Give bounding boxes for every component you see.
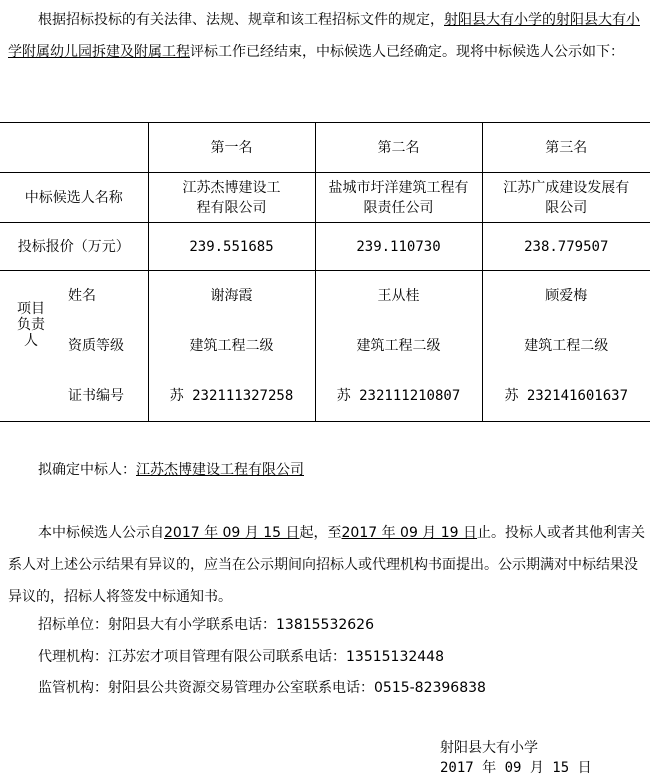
pm-name-label: 姓名 xyxy=(68,288,96,304)
price-row-label: 投标报价（万元） xyxy=(0,223,148,271)
winner-label: 拟确定中标人： xyxy=(38,462,136,478)
pm-cert-3: 苏 232141601637 xyxy=(504,388,629,404)
pm-cert-1: 苏 232111327258 xyxy=(169,388,294,404)
project-name: 射阳县大有小学的射阳县大有小学附属幼儿园拆建及附属工程 xyxy=(8,12,640,60)
candidate-table xyxy=(0,122,650,422)
pm-cell-3 xyxy=(482,271,650,422)
pm-label: 项目负责人 xyxy=(17,301,45,349)
notice-end-date: 2017 年 09 月 19 日 xyxy=(341,525,478,541)
price-row xyxy=(0,223,650,271)
pm-cell-2 xyxy=(315,271,482,422)
price-3: 238.779507 xyxy=(482,223,650,271)
pm-field-labels xyxy=(68,275,148,417)
name-row xyxy=(0,173,650,223)
signature-date: 2017 年 09 月 15 日 xyxy=(440,760,592,776)
price-2: 239.110730 xyxy=(315,223,482,271)
pm-cell-1 xyxy=(148,271,315,422)
notice-t3: 止。投标人或者其他利害关系人对上述公示结果有异议的，应当在公示期间向招标人或代理机构书面提出。公示期满对中标结果没异议的，招标人将签发中标通知书。 xyxy=(8,525,646,605)
notice-t1: 本中标候选人公示自 xyxy=(38,525,164,541)
header-rank-3: 第三名 xyxy=(482,123,650,173)
pm-cert-2: 苏 232111210807 xyxy=(336,388,461,404)
header-rank-2: 第二名 xyxy=(315,123,482,173)
pm-name-2: 王从桂 xyxy=(377,288,420,304)
pm-qual-label: 资质等级 xyxy=(68,338,124,354)
pm-label-cell xyxy=(0,271,148,422)
pm-qual-1: 建筑工程二级 xyxy=(189,338,274,354)
intro-text-a: 根据招标投标的有关法律、法规、规章和该工程招标文件的规定， xyxy=(38,12,444,28)
winner-line xyxy=(38,460,304,480)
winner-name: 江苏杰博建设工程有限公司 xyxy=(136,462,304,478)
contact-supervisor: 监管机构：射阳县公共资源交易管理办公室联系电话：0515-82396838 xyxy=(38,680,486,696)
candidate-name-2: 盐城市圩洋建筑工程有限责任公司 xyxy=(315,173,482,223)
price-1: 239.551685 xyxy=(148,223,315,271)
notice-paragraph xyxy=(8,517,650,613)
intro-paragraph xyxy=(8,4,650,68)
pm-qual-2: 建筑工程二级 xyxy=(356,338,441,354)
contact-agency: 代理机构：江苏宏才项目管理有限公司联系电话：13515132448 xyxy=(38,649,444,665)
notice-start-date: 2017 年 09 月 15 日 xyxy=(164,525,300,541)
pm-row xyxy=(0,271,650,422)
candidate-name-3: 江苏广成建设发展有限公司 xyxy=(482,173,650,223)
header-rank-1: 第一名 xyxy=(148,123,315,173)
contact-tenderer: 招标单位：射阳县大有小学联系电话：13815532626 xyxy=(38,617,374,633)
candidate-name-1: 江苏杰博建设工程有限公司 xyxy=(148,173,315,223)
header-row xyxy=(0,123,650,173)
header-blank-cell xyxy=(0,123,148,173)
name-row-label: 中标候选人名称 xyxy=(0,173,148,223)
intro-text-b: 评标工作已经结束，中标候选人已经确定。现将中标候选人公示如下： xyxy=(190,44,624,60)
pm-qual-3: 建筑工程二级 xyxy=(524,338,609,354)
notice-t2: 起，至 xyxy=(299,525,342,541)
signature-org: 射阳县大有小学 xyxy=(440,740,538,756)
pm-cert-label: 证书编号 xyxy=(68,388,124,404)
pm-name-3: 顾爱梅 xyxy=(545,288,588,304)
pm-name-1: 谢海霞 xyxy=(210,288,253,304)
